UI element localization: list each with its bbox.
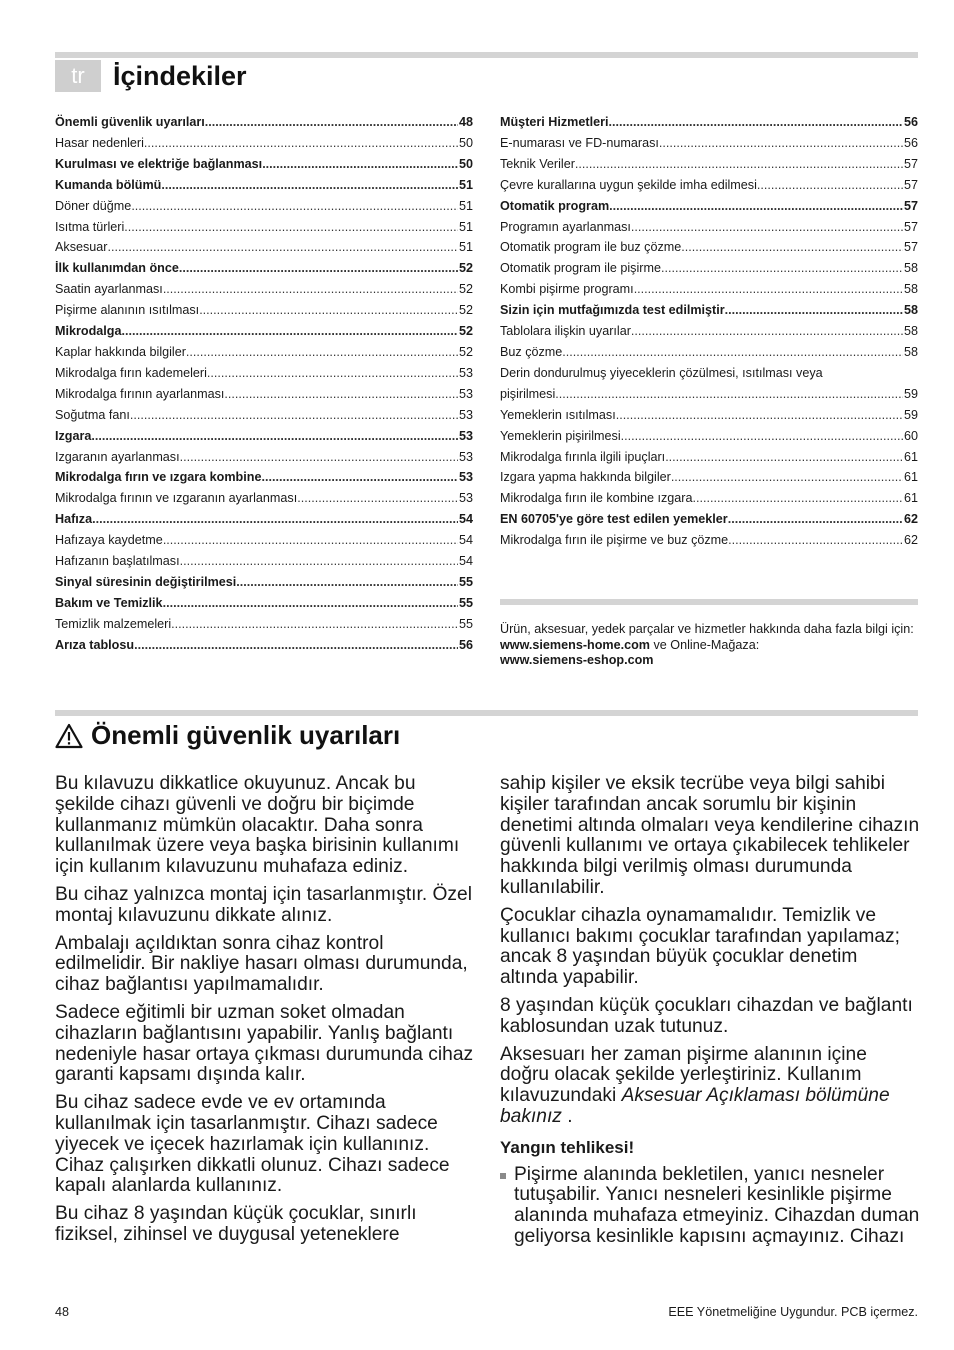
- toc-title: İçindekiler: [113, 60, 247, 91]
- toc-entry-title: Yemeklerin ısıtılması: [500, 407, 616, 422]
- toc-entry-title: Hafıza: [55, 512, 93, 527]
- toc-entry-page: 50: [458, 135, 473, 150]
- toc-leader-dots: [124, 217, 458, 238]
- toc-entry[interactable]: [55, 342, 473, 363]
- toc-entry-page: 57: [903, 219, 918, 234]
- toc-entry[interactable]: [55, 614, 473, 635]
- language-badge: tr: [55, 60, 101, 92]
- toc-entry-title: Mikrodalga fırın kademeleri: [55, 365, 207, 380]
- toc-leader-dots: [562, 342, 903, 363]
- toc-leader-dots: [121, 321, 458, 342]
- toc-leader-dots: [131, 196, 458, 217]
- toc-leader-dots: [681, 237, 903, 258]
- toc-entry-page: 57: [903, 240, 918, 255]
- paragraph: Sadece eğitimli bir uzman soket olmadan cihazların bağlantısını yapabilir. Yanlış bağlantı nedeniyle hasar ortaya çıkması durumunda cihaz garanti kapsamı dışında kalır.: [55, 1001, 474, 1086]
- toc-entry-title: Mikrodalga: [55, 324, 122, 339]
- toc-entry-title: Izgaranın ayarlanması: [55, 449, 180, 464]
- toc-entry[interactable]: [55, 258, 473, 279]
- toc-leader-dots: [725, 300, 903, 321]
- toc-entry[interactable]: [500, 530, 918, 551]
- toc-entry-page: 53: [458, 386, 473, 401]
- toc-entry[interactable]: [500, 363, 918, 405]
- toc-entry-page: 56: [458, 637, 473, 652]
- toc-entry-page: 51: [458, 240, 473, 255]
- toc-entry[interactable]: [500, 175, 918, 196]
- toc-entry-title: Otomatik program ile pişirme: [500, 261, 661, 276]
- toc-leader-dots: [205, 112, 458, 133]
- toc-leader-dots: [671, 467, 903, 488]
- toc-entry-page: 56: [903, 135, 918, 150]
- toc-leader-dots: [163, 530, 458, 551]
- toc-entry[interactable]: [55, 175, 473, 196]
- toc-entry[interactable]: [500, 467, 918, 488]
- toc-entry[interactable]: [500, 112, 918, 133]
- toc-leader-dots: [728, 530, 903, 551]
- accessory-reference: Aksesuar Açıklaması bölümüne bakınız: [500, 1085, 890, 1127]
- toc-entry-page: 59: [903, 407, 918, 422]
- toc-entry-title: Yemeklerin pişirilmesi: [500, 428, 621, 443]
- toc-leader-dots: [297, 488, 458, 509]
- toc-entry-title: Aksesuar: [55, 240, 108, 255]
- toc-leader-dots: [163, 279, 458, 300]
- toc-entry-title: Izgara yapma hakkında bilgiler: [500, 470, 671, 485]
- toc-entry[interactable]: [55, 426, 473, 447]
- toc-entry[interactable]: [500, 426, 918, 447]
- toc-entry-page: 51: [458, 198, 473, 213]
- toc-entry-title: Mikrodalga fırının ve ızgaranın ayarlanması: [55, 491, 298, 506]
- toc-leader-dots: [108, 237, 458, 258]
- toc-entry[interactable]: [55, 488, 473, 509]
- bullet-square-icon: [500, 1173, 506, 1179]
- toc-entry-title: Pişirme alanının ısıtılması: [55, 303, 200, 318]
- toc-entry[interactable]: [500, 509, 918, 530]
- toc-entry-title: Kumanda bölümü: [55, 177, 162, 192]
- toc-entry[interactable]: [55, 237, 473, 258]
- toc-right-column: [500, 112, 918, 551]
- toc-leader-dots: [661, 258, 903, 279]
- toc-entry-page: 53: [458, 449, 473, 464]
- toc-leader-dots: [180, 447, 458, 468]
- toc-entry[interactable]: [55, 112, 473, 133]
- toc-entry-page: 54: [458, 554, 473, 569]
- toc-entry[interactable]: [500, 321, 918, 342]
- paragraph: Çocuklar cihazla oynamamalıdır. Temizlik ve kullanıcı bakımı çocuklar tarafından yapılamaz; ancak 8 yaşından büyük çocuklar denetim altında yapabilir.: [500, 904, 900, 989]
- toc-entry-page: 57: [903, 177, 918, 192]
- toc-leader-dots: [616, 405, 903, 426]
- info-text-2: ve Online-Mağaza:: [650, 637, 760, 652]
- toc-entry-title: Kaplar hakkında bilgiler: [55, 344, 186, 359]
- toc-entry-page: 55: [458, 574, 473, 589]
- toc-leader-dots: [180, 551, 458, 572]
- paragraph: Ambalajı açıldıktan sonra cihaz kontrol edilmelidir. Bir nakliye hasarı olması durumunda, cihaz bağlantısı yapılmamalıdır.: [55, 932, 468, 996]
- paragraph: sahip kişiler ve eksik tecrübe veya bilgi sahibi kişiler tarafından ancak sorumlu bir kişinin denetimi altında olmaları veya kendilerine cihazın güvenli kullanımı ve ortaya çıkabilecek tehlikeler hakkında bilgi verilmiş olması durumunda kullanılabilir.: [500, 773, 920, 898]
- toc-entry-page: 52: [458, 261, 473, 276]
- toc-leader-dots: [693, 488, 903, 509]
- toc-leader-dots: [665, 447, 903, 468]
- toc-leader-dots: [161, 175, 458, 196]
- fire-bullet: [500, 1165, 920, 1248]
- toc-leader-dots: [609, 196, 903, 217]
- toc-leader-dots: [555, 384, 903, 405]
- toc-leader-dots: [186, 342, 458, 363]
- info-link-eshop[interactable]: www.siemens-eshop.com: [500, 653, 654, 667]
- toc-leader-dots: [199, 300, 458, 321]
- toc-entry[interactable]: [500, 279, 918, 300]
- toc-entry[interactable]: [500, 488, 918, 509]
- toc-entry-title: Çevre kurallarına uygun şekilde imha edilmesi: [500, 177, 757, 192]
- toc-entry-title: Müşteri Hizmetleri: [500, 115, 609, 129]
- toc-entry-page: 56: [903, 115, 918, 129]
- toc-entry-page: 53: [458, 365, 473, 380]
- body-right-column: [500, 774, 920, 1248]
- top-divider: [55, 52, 918, 58]
- toc-entry[interactable]: [55, 530, 473, 551]
- toc-entry[interactable]: [55, 447, 473, 468]
- toc-entry[interactable]: [500, 342, 918, 363]
- toc-entry-title-cont: pişirilmesi: [500, 386, 556, 401]
- toc-entry[interactable]: [500, 447, 918, 468]
- toc-entry-page: 50: [458, 156, 473, 171]
- toc-entry[interactable]: [500, 405, 918, 426]
- toc-entry[interactable]: [55, 405, 473, 426]
- toc-entry[interactable]: [55, 593, 473, 614]
- toc-leader-dots: [261, 467, 458, 488]
- toc-entry-page: 57: [903, 156, 918, 171]
- toc-entry-page: 55: [458, 595, 473, 610]
- toc-entry-title: Izgara: [55, 428, 92, 443]
- toc-entry-title: Saatin ayarlanması: [55, 282, 163, 297]
- toc-entry[interactable]: [55, 384, 473, 405]
- toc-entry-title: Tablolara ilişkin uyarılar: [500, 324, 631, 339]
- toc-leader-dots: [91, 426, 458, 447]
- body-left-column: [55, 774, 475, 1253]
- toc-entry-page: 53: [458, 428, 473, 443]
- toc-entry-title: EN 60705'ye göre test edilen yemekler: [500, 512, 728, 527]
- toc-entry-title: Kombi pişirme programı: [500, 282, 634, 297]
- toc-header: [55, 60, 247, 92]
- toc-leader-dots: [659, 133, 903, 154]
- toc-entry[interactable]: [55, 551, 473, 572]
- toc-entry-page: 62: [903, 533, 918, 548]
- accessory-text: Aksesuarı her zaman pişirme alanının içine doğru olacak şekilde yerleştiriniz. Kullanım kılavuzundaki: [500, 1043, 867, 1107]
- toc-leader-dots: [144, 133, 458, 154]
- toc-entry-title: Mikrodalga fırınla ilgili ipuçları: [500, 449, 666, 464]
- toc-entry-page: 61: [903, 470, 918, 485]
- toc-leader-dots: [608, 112, 903, 133]
- toc-entry-title: Mikrodalga fırın ile kombine ızgara: [500, 491, 693, 506]
- info-divider: [500, 599, 918, 605]
- toc-entry[interactable]: [55, 300, 473, 321]
- warning-icon: [55, 723, 83, 749]
- fire-bullet-text: Pişirme alanında bekletilen, yanıcı nesneler tutuşabilir. Yanıcı nesneleri kesinlikle pişirme alanında muhafaza etmeyiniz. Cihazdan duman geliyorsa kesinlikle kapısını açmayınız. Cihazı: [514, 1163, 920, 1247]
- info-text-1: Ürün, aksesuar, yedek parçalar ve hizmetler hakkında daha fazla bilgi için:: [500, 622, 914, 636]
- toc-entry[interactable]: [500, 133, 918, 154]
- toc-entry[interactable]: [55, 196, 473, 217]
- toc-leader-dots: [631, 321, 903, 342]
- toc-leader-dots: [575, 154, 903, 175]
- fire-heading: Yangın tehlikesi!: [500, 1137, 635, 1157]
- toc-entry-title: Isıtma türleri: [55, 219, 125, 234]
- toc-entry-title: E-numarası ve FD-numarası: [500, 135, 659, 150]
- toc-entry-title: Soğutma fanı: [55, 407, 130, 422]
- toc-entry-page: 58: [903, 303, 918, 318]
- section-heading: [55, 720, 400, 751]
- toc-entry[interactable]: [500, 217, 918, 238]
- toc-leader-dots: [621, 426, 903, 447]
- toc-entry[interactable]: [55, 279, 473, 300]
- toc-left-column: [55, 112, 473, 656]
- toc-entry-page: 52: [458, 303, 473, 318]
- toc-entry-title: Mikrodalga fırının ayarlanması: [55, 386, 225, 401]
- toc-entry[interactable]: [55, 363, 473, 384]
- toc-entry[interactable]: [500, 258, 918, 279]
- toc-leader-dots: [130, 405, 458, 426]
- accessory-paragraph: [500, 1045, 920, 1128]
- paragraph: Bu cihaz sadece evde ve ev ortamında kullanılmak için tasarlanmıştır. Cihazı sadece yiyecek ve içecek hazırlamak için kullanınız. Cihaz çalışırken dikkatli olunuz. Cihazı sadece kapalı alanlarda kullanınız.: [55, 1092, 450, 1197]
- toc-entry[interactable]: [55, 572, 473, 593]
- toc-entry[interactable]: [500, 300, 918, 321]
- toc-leader-dots: [728, 509, 903, 530]
- toc-leader-dots: [757, 175, 903, 196]
- toc-leader-dots: [207, 363, 458, 384]
- toc-entry-page: 58: [903, 261, 918, 276]
- toc-entry-title: Otomatik program: [500, 198, 610, 213]
- toc-leader-dots: [163, 593, 458, 614]
- toc-entry-page: 52: [458, 282, 473, 297]
- toc-entry-page: 53: [458, 491, 473, 506]
- toc-entry-title: Mikrodalga fırın ve ızgara kombine: [55, 470, 262, 485]
- paragraph: Bu cihaz 8 yaşından küçük çocuklar, sınırlı fiziksel, zihinsel ve duygusal yeteneklere: [55, 1203, 417, 1245]
- toc-leader-dots: [236, 572, 458, 593]
- page-number: 48: [55, 1305, 70, 1319]
- toc-entry[interactable]: [500, 154, 918, 175]
- toc-entry-page: 51: [458, 177, 473, 192]
- section-title: Önemli güvenlik uyarıları: [91, 720, 401, 750]
- toc-entry-page: 59: [903, 386, 918, 401]
- toc-entry-title: Otomatik program ile buz çözme: [500, 240, 682, 255]
- toc-entry-title: Buz çözme: [500, 344, 563, 359]
- toc-leader-dots: [224, 384, 458, 405]
- section-divider: [55, 710, 918, 716]
- toc-entry[interactable]: [55, 635, 473, 656]
- toc-leader-dots: [92, 509, 458, 530]
- toc-leader-dots: [134, 635, 458, 656]
- toc-entry[interactable]: [55, 154, 473, 175]
- toc-entry-title: Bakım ve Temizlik: [55, 595, 163, 610]
- toc-entry-title: Hafızaya kaydetme: [55, 533, 163, 548]
- toc-entry-page: 58: [903, 282, 918, 297]
- toc-entry-title: Döner düğme: [55, 198, 132, 213]
- paragraph: Bu kılavuzu dikkatlice okuyunuz. Ancak bu şekilde cihazı güvenli ve doğru bir biçimde kullanmanız mümkün olacaktır. Daha sonra kullanılmak üzere veya başka birisinin kullanımı için kullanım kılavuzunu muhafaza ediniz.: [55, 773, 460, 878]
- paragraph: 8 yaşından küçük çocukları cihazdan ve bağlantı kablosundan uzak tutunuz.: [500, 994, 913, 1037]
- toc-entry-title: Sinyal süresinin değiştirilmesi: [55, 574, 237, 589]
- paragraph: Bu cihaz yalnızca montaj için tasarlanmıştır. Özel montaj kılavuzunu dikkate alınız.: [55, 883, 472, 926]
- toc-leader-dots: [171, 614, 458, 635]
- toc-entry-title: Mikrodalga fırın ile pişirme ve buz çözme: [500, 533, 729, 548]
- toc-entry-page: 53: [458, 470, 473, 485]
- toc-entry[interactable]: [55, 133, 473, 154]
- toc-leader-dots: [179, 258, 458, 279]
- toc-entry[interactable]: [55, 321, 473, 342]
- toc-entry-page: 52: [458, 324, 473, 339]
- toc-entry[interactable]: [500, 237, 918, 258]
- toc-entry-page: 58: [903, 344, 918, 359]
- toc-entry-page: 57: [903, 198, 918, 213]
- info-text: [500, 622, 918, 669]
- toc-entry-page: 53: [458, 407, 473, 422]
- toc-entry-page: 55: [458, 616, 473, 631]
- toc-leader-dots: [631, 217, 903, 238]
- toc-entry-title: Derin dondurulmuş yiyeceklerin çözülmesi, ısıtılması veya: [500, 365, 823, 380]
- toc-entry-title: Teknik Veriler: [500, 156, 575, 171]
- footer-note: EEE Yönetmeliğine Uygundur. PCB içermez.: [668, 1305, 918, 1319]
- toc-entry-title: Arıza tablosu: [55, 637, 135, 652]
- toc-entry-page: 54: [458, 533, 473, 548]
- toc-entry-title: Temizlik malzemeleri: [55, 616, 172, 631]
- toc-entry-page: 60: [903, 428, 918, 443]
- toc-entry-page: 52: [458, 344, 473, 359]
- toc-entry-page: 48: [458, 115, 473, 129]
- toc-entry-title: Kurulması ve elektriğe bağlanması: [55, 156, 263, 171]
- toc-entry-title: İlk kullanımdan önce: [55, 261, 179, 276]
- toc-entry[interactable]: [55, 467, 473, 488]
- toc-entry-page: 61: [903, 449, 918, 464]
- toc-entry-title: Hafızanın başlatılması: [55, 554, 180, 569]
- toc-entry[interactable]: [55, 217, 473, 238]
- toc-leader-dots: [634, 279, 903, 300]
- toc-entry[interactable]: [55, 509, 473, 530]
- toc-entry-title: Programın ayarlanması: [500, 219, 631, 234]
- info-link-home[interactable]: www.siemens-home.com: [500, 637, 650, 652]
- toc-leader-dots: [262, 154, 458, 175]
- toc-entry-title: Hasar nedenleri: [55, 135, 144, 150]
- toc-entry-page: 61: [903, 491, 918, 506]
- toc-entry-title: Sizin için mutfağımızda test edilmiştir: [500, 303, 725, 318]
- toc-entry-page: 62: [903, 512, 918, 527]
- toc-entry[interactable]: [500, 196, 918, 217]
- accessory-end: .: [561, 1105, 573, 1127]
- toc-entry-page: 51: [458, 219, 473, 234]
- toc-entry-page: 58: [903, 324, 918, 339]
- toc-entry-title: Önemli güvenlik uyarıları: [55, 115, 205, 129]
- toc-entry-page: 54: [458, 512, 473, 527]
